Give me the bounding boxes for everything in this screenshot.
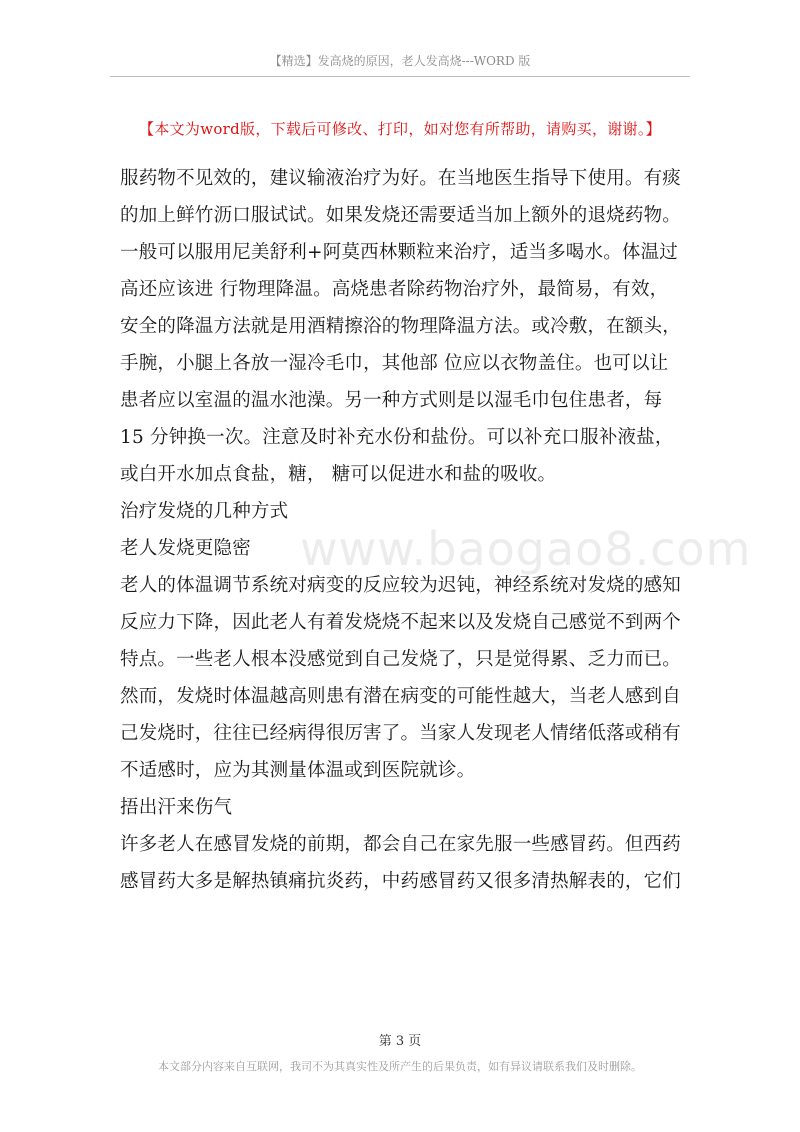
body-line: 一般可以服用尼美舒利+阿莫西林颗粒来治疗，适当多喝水。体温过 — [120, 242, 679, 263]
body-line: 不适感时，应为其测量体温或到医院就诊。 — [120, 760, 476, 781]
disclaimer-footer: 本文部分内容来自互联网，我司不为其真实性及所产生的后果负责，如有异议请联系我们及时删除。 — [158, 1060, 642, 1073]
body-line: 感冒药大多是解热镇痛抗炎药，中药感冒药又很多清热解表的，它们 — [120, 871, 682, 892]
section-heading: 老人发烧更隐密 — [120, 538, 251, 559]
body-line: 手腕，小腿上各放一湿冷毛巾，其他部 位应以衣物盖住。也可以让 — [120, 353, 669, 374]
body-line: 安全的降温方法就是用酒精擦浴的物理降温方法。或冷敷，在额头， — [120, 316, 682, 337]
site-watermark: www.baogao8.com — [300, 522, 752, 576]
purchase-notice: 【本文为word版，下载后可修改、打印，如对您有所帮助，请购买，谢谢。】 — [139, 120, 661, 138]
document-body — [120, 160, 685, 900]
body-line: 老人的体温调节系统对病变的反应较为迟钝，神经系统对发烧的感知 — [120, 575, 682, 596]
running-header: 【精选】发高烧的原因，老人发高烧---WORD 版 — [269, 54, 531, 68]
body-line: 患者应以室温的温水池澡。另一种方式则是以湿毛巾包住患者，每 — [120, 390, 663, 411]
body-line: 己发烧时，往往已经病得很厉害了。当家人发现老人情绪低落或稍有 — [120, 723, 682, 744]
body-line: 反应力下降，因此老人有着发烧烧不起来以及发烧自己感觉不到两个 — [120, 612, 682, 633]
body-line: 许多老人在感冒发烧的前期，都会自己在家先服一些感冒药。但西药 — [120, 834, 682, 855]
body-line: 15 分钟换一次。注意及时补充水份和盐份。可以补充口服补液盐， — [120, 427, 674, 448]
body-line: 然而，发烧时体温越高则患有潜在病变的可能性越大，当老人感到自 — [120, 686, 682, 707]
body-line: 服药物不见效的，建议输液治疗为好。在当地医生指导下使用。有痰 — [120, 168, 682, 189]
header-divider — [110, 76, 690, 77]
section-heading: 捂出汗来伤气 — [120, 797, 233, 818]
section-heading: 治疗发烧的几种方式 — [120, 501, 289, 522]
body-line: 特点。一些老人根本没感觉到自己发烧了，只是觉得累、乏力而已。 — [120, 649, 682, 670]
body-line: 或白开水加点食盐，糖， 糖可以促进水和盐的吸收。 — [120, 464, 557, 485]
page-number: 第 3 页 — [378, 1034, 422, 1049]
body-line: 的加上鲜竹沥口服试试。如果发烧还需要适当加上额外的退烧药物。 — [120, 205, 682, 226]
body-line: 高还应该进 行物理降温。高烧患者除药物治疗外，最简易，有效， — [120, 279, 669, 300]
